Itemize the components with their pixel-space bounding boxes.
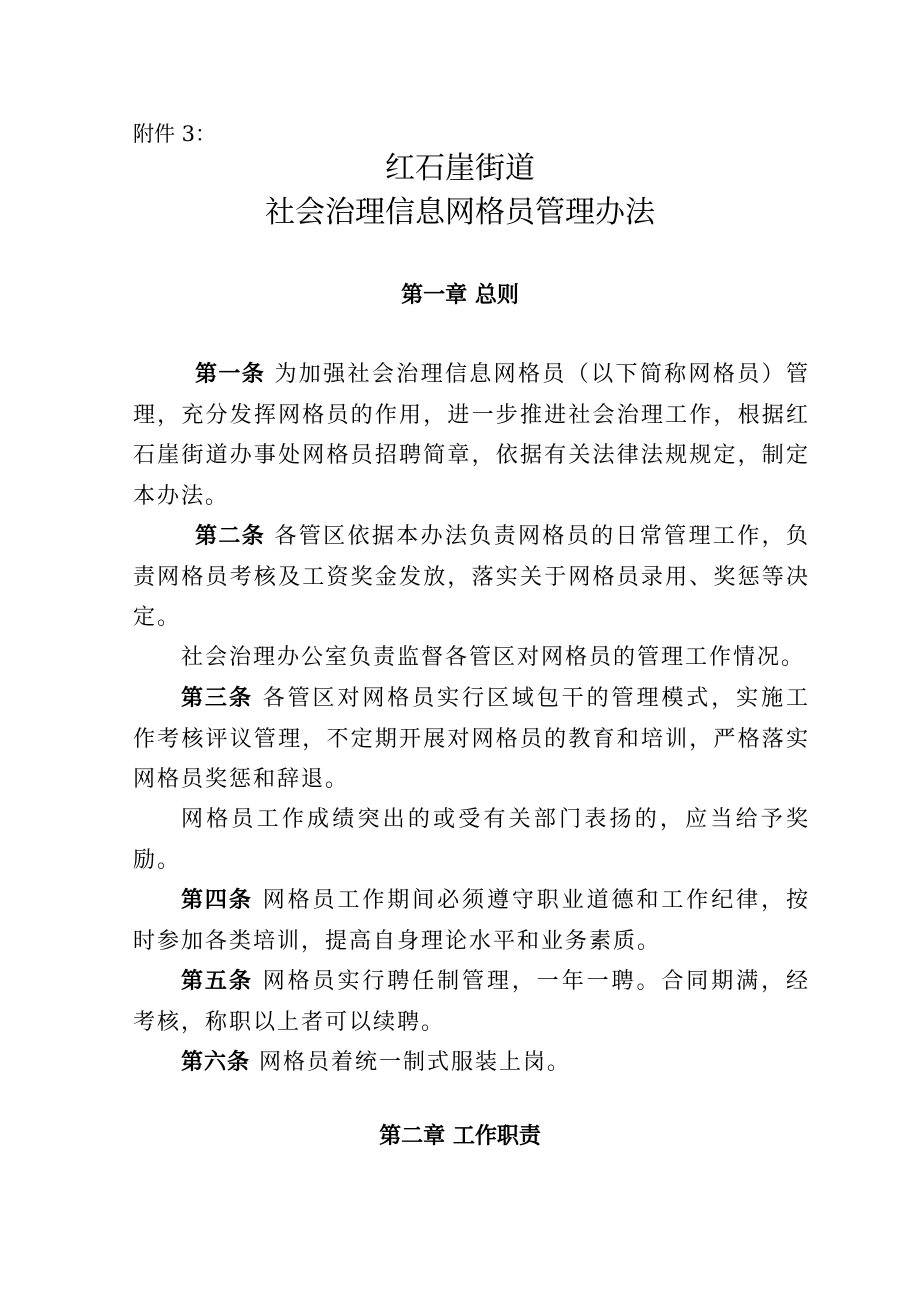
article-2 <box>133 517 810 639</box>
article-text: 各管区对网格员实行区域包干的管理模式，实施工作考核评议管理，不定期开展对网格员的教育和培训，严格落实网格员奖惩和辞退。 <box>133 686 810 792</box>
document-title-line2: 社会治理信息网格员管理办法 <box>265 195 655 230</box>
article-3-supplement <box>133 800 810 881</box>
article-text: 为加强社会治理信息网格员（以下简称网格员）管理，充分发挥网格员的作用，进一步推进社会治理工作，根据红石崖街道办事处网格员招聘简章，依据有关法律法规规定，制定本办法。 <box>133 362 810 509</box>
paragraph-text: 社会治理办公室负责监督各管区对网格员的管理工作情况。 <box>181 645 806 670</box>
chapter-1-heading: 第一章 总则 <box>401 283 519 308</box>
article-text: 网格员实行聘任制管理，一年一聘。合同期满，经考核，称职以上者可以续聘。 <box>133 969 810 1035</box>
article-label: 第五条 <box>181 969 253 994</box>
article-text: 网格员着统一制式服装上岗。 <box>259 1050 572 1075</box>
article-3 <box>133 679 810 801</box>
article-label: 第三条 <box>181 686 253 711</box>
article-label: 第一条 <box>195 362 266 387</box>
chapter-2-heading: 第二章 工作职责 <box>379 1124 541 1149</box>
article-label: 第四条 <box>181 888 253 913</box>
article-1 <box>133 355 810 517</box>
attachment-label: 附件 3： <box>133 122 217 146</box>
article-2-supplement <box>133 638 810 679</box>
paragraph-text: 网格员工作成绩突出的或受有关部门表扬的，应当给予奖励。 <box>133 807 810 873</box>
article-label: 第六条 <box>181 1050 251 1075</box>
article-4 <box>133 881 810 962</box>
document-title-line1: 红石崖街道 <box>385 151 535 186</box>
article-5 <box>133 962 810 1043</box>
article-text: 各管区依据本办法负责网格员的日常管理工作，负责网格员考核及工资奖金发放，落实关于网格员录用、奖惩等决定。 <box>133 524 810 630</box>
article-text: 网格员工作期间必须遵守职业道德和工作纪律，按时参加各类培训，提高自身理论水平和业务素质。 <box>133 888 810 954</box>
article-6 <box>133 1043 810 1084</box>
article-label: 第二条 <box>195 524 266 549</box>
